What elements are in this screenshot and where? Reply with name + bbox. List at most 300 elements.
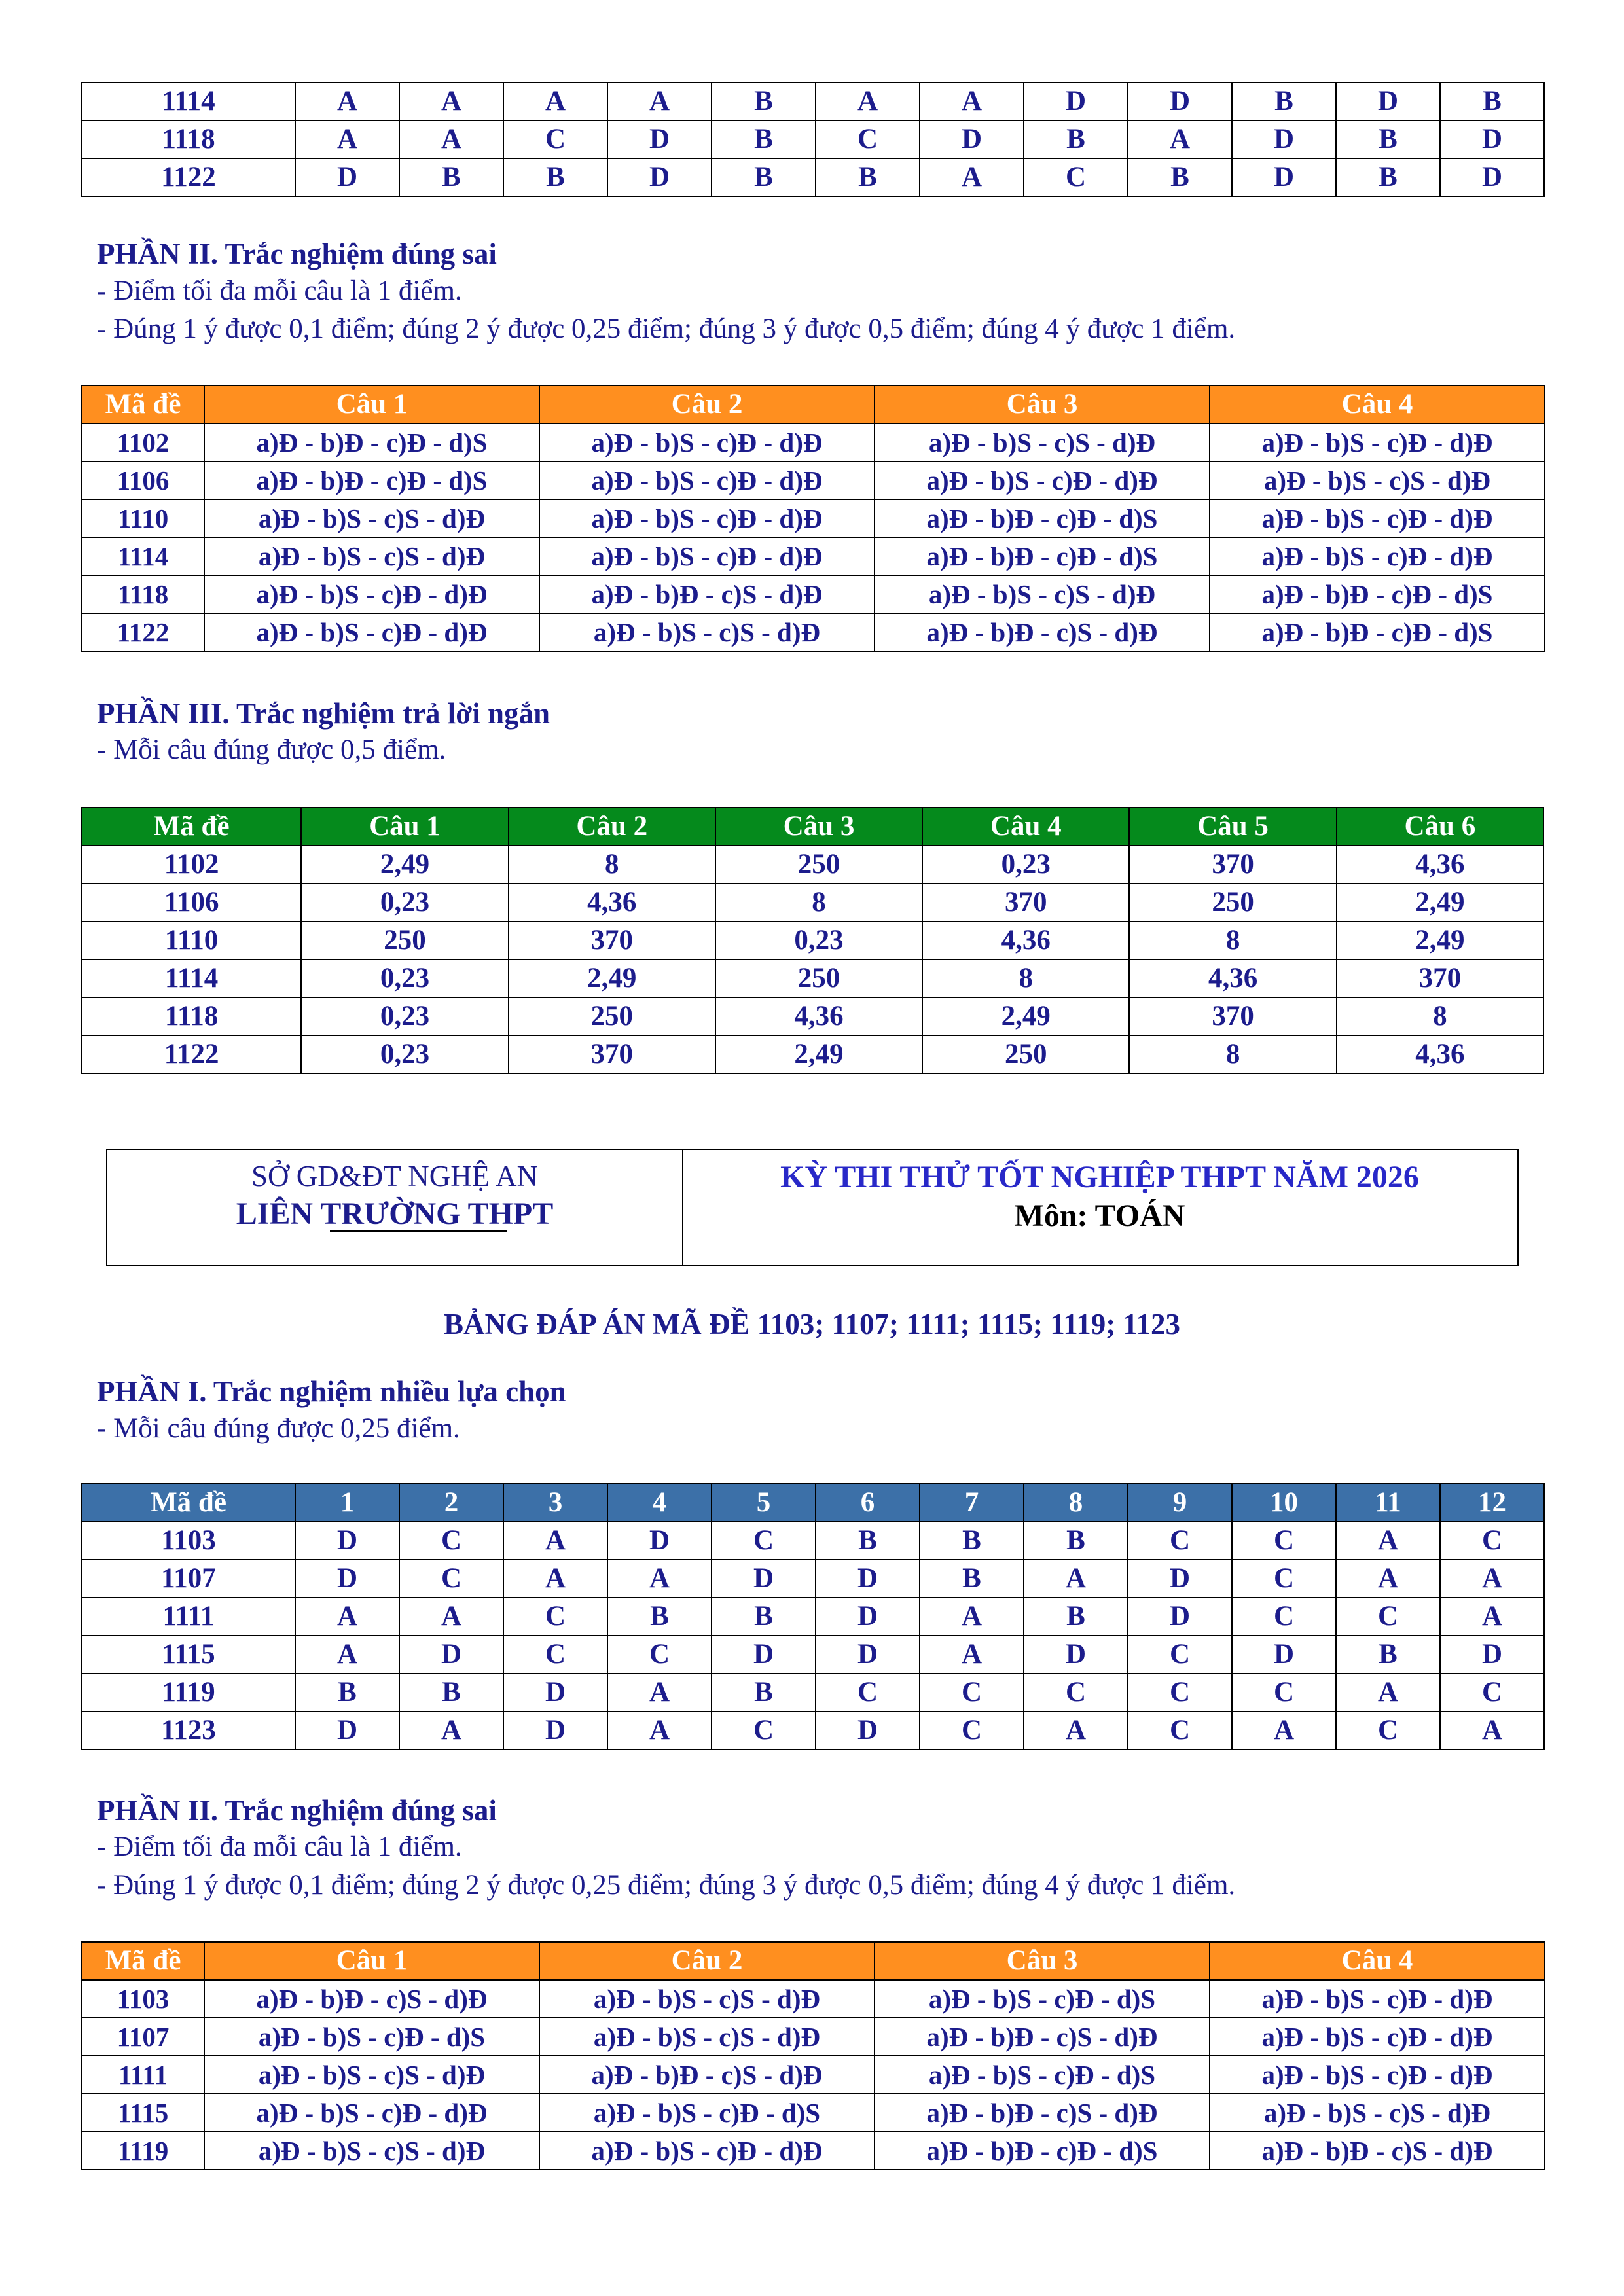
answer-cell: B [1128, 158, 1232, 196]
column-header: Câu 6 [1337, 808, 1543, 846]
answer-cell: C [816, 1674, 920, 1712]
table-row [82, 960, 1543, 997]
part1-b-table [81, 1483, 1545, 1750]
table-row [82, 2056, 1545, 2094]
answer-cell: a)Đ - b)S - c)Đ - d)Đ [1210, 499, 1545, 537]
answer-cell: 0,23 [301, 1035, 508, 1073]
column-header: Câu 5 [1129, 808, 1336, 846]
answer-cell: a)Đ - b)S - c)S - d)Đ [539, 613, 875, 651]
answer-cell: 250 [715, 960, 922, 997]
answer-cell: 2,49 [715, 1035, 922, 1073]
table-row [82, 1674, 1544, 1712]
answer-cell: A [399, 120, 503, 158]
answer-cell: a)Đ - b)S - c)S - d)Đ [204, 499, 539, 537]
answer-cell: 370 [509, 1035, 715, 1073]
exam-code-cell: 1123 [82, 1712, 295, 1749]
answer-cell: a)Đ - b)S - c)Đ - d)S [875, 1980, 1210, 2018]
part3-note1: - Mỗi câu đúng được 0,5 điểm. [97, 734, 446, 765]
answer-cell: C [399, 1522, 503, 1560]
answer-cell: 250 [715, 846, 922, 884]
part3-title: PHẦN III. Trắc nghiệm trả lời ngắn [97, 697, 550, 730]
answer-cell: 8 [509, 846, 715, 884]
answer-cell: D [1024, 82, 1128, 120]
answer-cell: 8 [1129, 1035, 1336, 1073]
header-right [682, 1150, 1517, 1234]
answer-cell: 8 [922, 960, 1129, 997]
exam-code-cell: 1122 [82, 158, 295, 196]
answer-cell: a)Đ - b)S - c)S - d)Đ [204, 537, 539, 575]
answer-cell: C [503, 120, 607, 158]
answer-cell: 4,36 [1337, 1035, 1543, 1073]
answer-cell: D [295, 158, 399, 196]
top-mc-table [81, 82, 1545, 197]
answer-cell: B [712, 1674, 816, 1712]
part2-b-table [81, 1941, 1545, 2170]
table-row [82, 997, 1543, 1035]
answer-cell: D [295, 1560, 399, 1598]
answer-cell: a)Đ - b)S - c)Đ - d)Đ [1210, 1980, 1545, 2018]
answer-cell: B [712, 82, 816, 120]
answer-cell: a)Đ - b)Đ - c)Đ - d)S [1210, 575, 1545, 613]
answer-cell: D [1128, 1598, 1232, 1636]
answer-cell: a)Đ - b)Đ - c)S - d)Đ [204, 1980, 539, 2018]
answer-cell: 4,36 [715, 997, 922, 1035]
answer-cell: D [503, 1712, 607, 1749]
column-header: Câu 1 [301, 808, 508, 846]
answer-cell: 2,49 [301, 846, 508, 884]
exam-code-cell: 1111 [82, 1598, 295, 1636]
column-header: 5 [712, 1484, 816, 1522]
answer-cell: A [1128, 120, 1232, 158]
answer-cell: 370 [1129, 997, 1336, 1035]
exam-code-cell: 1114 [82, 537, 204, 575]
answer-cell: A [920, 1598, 1024, 1636]
answer-cell: C [1440, 1522, 1544, 1560]
answer-cell: a)Đ - b)S - c)Đ - d)Đ [1210, 2056, 1545, 2094]
answer-cell: 370 [1129, 846, 1336, 884]
answer-cell: A [503, 1522, 607, 1560]
school-name: LIÊN TRƯỜNG THPT [236, 1196, 554, 1231]
column-header: 9 [1128, 1484, 1232, 1522]
answer-cell: A [399, 82, 503, 120]
column-header: 4 [607, 1484, 712, 1522]
part3-header-row [82, 808, 1543, 846]
answer-cell: A [295, 82, 399, 120]
answer-cell: a)Đ - b)S - c)Đ - d)Đ [539, 2132, 875, 2170]
answer-cell: A [295, 120, 399, 158]
part2-b-note1: - Điểm tối đa mỗi câu là 1 điểm. [97, 1831, 462, 1862]
answer-cell: B [1336, 1636, 1440, 1674]
answer-cell: 250 [301, 922, 508, 960]
answer-cell: A [1440, 1560, 1544, 1598]
answer-cell: 8 [715, 884, 922, 922]
answer-cell: C [920, 1712, 1024, 1749]
answer-cell: D [1232, 158, 1336, 196]
answer-cell: a)Đ - b)Đ - c)Đ - d)S [875, 537, 1210, 575]
answer-cell: C [1336, 1712, 1440, 1749]
table-row [82, 922, 1543, 960]
answer-cell: A [1440, 1712, 1544, 1749]
department-name: SỞ GD&ĐT NGHỆ AN [251, 1160, 538, 1193]
column-header: Câu 3 [875, 386, 1210, 423]
column-header: Câu 2 [539, 1942, 875, 1980]
answer-cell: a)Đ - b)S - c)Đ - d)Đ [875, 461, 1210, 499]
answer-cell: a)Đ - b)Đ - c)S - d)Đ [875, 613, 1210, 651]
answer-cell: A [1024, 1560, 1128, 1598]
header-left [107, 1150, 682, 1232]
answer-cell: a)Đ - b)Đ - c)Đ - d)S [875, 2132, 1210, 2170]
exam-code-cell: 1115 [82, 2094, 204, 2132]
exam-code-cell: 1119 [82, 1674, 295, 1712]
answer-cell: B [1024, 1598, 1128, 1636]
part2-b-body [82, 1980, 1545, 2170]
answer-cell: 0,23 [715, 922, 922, 960]
answer-cell: A [399, 1598, 503, 1636]
column-header: Câu 4 [922, 808, 1129, 846]
answer-cell: B [1336, 120, 1440, 158]
answer-cell: a)Đ - b)S - c)S - d)Đ [204, 2056, 539, 2094]
answer-cell: 4,36 [1337, 846, 1543, 884]
column-header: 7 [920, 1484, 1024, 1522]
answer-cell: D [816, 1598, 920, 1636]
column-header: Câu 4 [1210, 386, 1545, 423]
column-header: Câu 3 [715, 808, 922, 846]
answer-cell: A [1232, 1712, 1336, 1749]
answer-cell: A [920, 158, 1024, 196]
answer-cell: a)Đ - b)S - c)Đ - d)S [204, 2018, 539, 2056]
answer-cell: C [1024, 158, 1128, 196]
answer-cell: 8 [1337, 997, 1543, 1035]
answer-cell: C [1128, 1712, 1232, 1749]
answer-cell: a)Đ - b)S - c)Đ - d)Đ [204, 2094, 539, 2132]
answer-cell: a)Đ - b)S - c)S - d)Đ [1210, 461, 1545, 499]
part2-a-header-row [82, 386, 1545, 423]
column-header: Câu 1 [204, 1942, 539, 1980]
answer-cell: C [1440, 1674, 1544, 1712]
exam-code-cell: 1118 [82, 120, 295, 158]
answer-cell: a)Đ - b)S - c)Đ - d)Đ [1210, 423, 1545, 461]
answer-cell: D [712, 1560, 816, 1598]
answer-cell: D [1336, 82, 1440, 120]
answer-cell: a)Đ - b)Đ - c)S - d)Đ [539, 2056, 875, 2094]
answer-cell: D [1024, 1636, 1128, 1674]
exam-code-cell: 1118 [82, 997, 301, 1035]
answer-cell: A [399, 1712, 503, 1749]
exam-code-cell: 1102 [82, 423, 204, 461]
answer-cell: C [712, 1712, 816, 1749]
answer-cell: D [607, 1522, 712, 1560]
column-header: 11 [1336, 1484, 1440, 1522]
exam-title: KỲ THI THỬ TỐT NGHIỆP THPT NĂM 2026 [780, 1160, 1419, 1194]
answer-cell: D [1440, 158, 1544, 196]
answer-cell: D [1440, 1636, 1544, 1674]
column-header: Mã đề [82, 808, 301, 846]
column-header: 12 [1440, 1484, 1544, 1522]
answer-cell: B [920, 1522, 1024, 1560]
answer-cell: A [295, 1598, 399, 1636]
answer-cell: B [1024, 120, 1128, 158]
subject-name: Môn: TOÁN [1014, 1198, 1185, 1233]
answer-cell: a)Đ - b)S - c)Đ - d)Đ [539, 423, 875, 461]
table-row [82, 2132, 1545, 2170]
answer-cell: A [1336, 1560, 1440, 1598]
answer-cell: C [712, 1522, 816, 1560]
answer-cell: a)Đ - b)S - c)S - d)Đ [539, 1980, 875, 2018]
exam-code-cell: 1119 [82, 2132, 204, 2170]
part2-a-note2: - Đúng 1 ý được 0,1 điểm; đúng 2 ý được 0,25 điểm; đúng 3 ý được 0,5 điểm; đúng 4 ý được 1 điểm. [97, 314, 1236, 344]
part3-table [81, 807, 1544, 1074]
answer-cell: D [607, 120, 712, 158]
answer-cell: A [607, 82, 712, 120]
answer-cell: 4,36 [922, 922, 1129, 960]
answer-cell: B [1232, 82, 1336, 120]
answer-cell: C [816, 120, 920, 158]
answer-cell: B [295, 1674, 399, 1712]
part1-b-body [82, 1522, 1544, 1749]
answer-cell: 370 [922, 884, 1129, 922]
table-row [82, 499, 1545, 537]
answer-cell: a)Đ - b)S - c)Đ - d)Đ [539, 499, 875, 537]
answer-cell: B [1336, 158, 1440, 196]
answer-key-title: BẢNG ĐÁP ÁN MÃ ĐỀ 1103; 1107; 1111; 1115; 1119; 1123 [443, 1308, 1181, 1340]
part2-b-title: PHẦN II. Trắc nghiệm đúng sai [97, 1794, 497, 1827]
table-row [82, 537, 1545, 575]
answer-cell: a)Đ - b)Đ - c)Đ - d)S [875, 499, 1210, 537]
answer-cell: A [607, 1712, 712, 1749]
part2-a-note1: - Điểm tối đa mỗi câu là 1 điểm. [97, 276, 462, 306]
answer-cell: C [1232, 1522, 1336, 1560]
part2-a-body [82, 423, 1545, 651]
school-underline [330, 1230, 507, 1232]
table-row [82, 1560, 1544, 1598]
answer-cell: a)Đ - b)S - c)S - d)Đ [539, 2018, 875, 2056]
column-header: 8 [1024, 1484, 1128, 1522]
table-row [82, 2018, 1545, 2056]
exam-code-cell: 1107 [82, 2018, 204, 2056]
exam-code-cell: 1111 [82, 2056, 204, 2094]
table-row [82, 1712, 1544, 1749]
table-row [82, 1598, 1544, 1636]
answer-cell: B [712, 158, 816, 196]
answer-cell: 2,49 [509, 960, 715, 997]
answer-cell: a)Đ - b)Đ - c)S - d)Đ [539, 575, 875, 613]
table-row [82, 1035, 1543, 1073]
answer-cell: C [399, 1560, 503, 1598]
column-header: 3 [503, 1484, 607, 1522]
table-row [82, 1636, 1544, 1674]
answer-cell: B [816, 1522, 920, 1560]
column-header: 2 [399, 1484, 503, 1522]
part2-b-header-row [82, 1942, 1545, 1980]
table-row [82, 423, 1545, 461]
exam-code-cell: 1103 [82, 1522, 295, 1560]
column-header: Câu 1 [204, 386, 539, 423]
answer-cell: C [1336, 1598, 1440, 1636]
exam-code-cell: 1106 [82, 461, 204, 499]
answer-cell: B [816, 158, 920, 196]
answer-cell: 4,36 [509, 884, 715, 922]
table-row [82, 120, 1544, 158]
answer-cell: a)Đ - b)Đ - c)S - d)Đ [875, 2094, 1210, 2132]
answer-cell: a)Đ - b)S - c)Đ - d)Đ [539, 461, 875, 499]
exam-code-cell: 1110 [82, 922, 301, 960]
exam-code-cell: 1110 [82, 499, 204, 537]
answer-cell: A [920, 82, 1024, 120]
answer-cell: C [503, 1598, 607, 1636]
answer-cell: 2,49 [922, 997, 1129, 1035]
column-header: 1 [295, 1484, 399, 1522]
answer-cell: C [607, 1636, 712, 1674]
answer-cell: C [1128, 1636, 1232, 1674]
answer-cell: C [1128, 1674, 1232, 1712]
answer-cell: B [712, 120, 816, 158]
answer-cell: a)Đ - b)Đ - c)S - d)Đ [1210, 2132, 1545, 2170]
answer-cell: 250 [509, 997, 715, 1035]
answer-cell: A [1440, 1598, 1544, 1636]
answer-cell: 0,23 [301, 884, 508, 922]
answer-cell: D [920, 120, 1024, 158]
table-row [82, 461, 1545, 499]
table-row [82, 846, 1543, 884]
part1-b-header-row [82, 1484, 1544, 1522]
answer-cell: a)Đ - b)Đ - c)S - d)Đ [875, 2018, 1210, 2056]
answer-cell: a)Đ - b)S - c)Đ - d)Đ [1210, 2018, 1545, 2056]
answer-cell: D [295, 1522, 399, 1560]
answer-cell: a)Đ - b)S - c)Đ - d)Đ [204, 613, 539, 651]
exam-code-cell: 1122 [82, 1035, 301, 1073]
answer-cell: C [1128, 1522, 1232, 1560]
answer-cell: 0,23 [301, 960, 508, 997]
answer-cell: D [295, 1712, 399, 1749]
answer-cell: B [1440, 82, 1544, 120]
answer-cell: a)Đ - b)S - c)S - d)Đ [875, 575, 1210, 613]
column-header: Câu 2 [539, 386, 875, 423]
answer-cell: A [1336, 1674, 1440, 1712]
table-row [82, 1522, 1544, 1560]
answer-cell: C [1232, 1598, 1336, 1636]
answer-cell: B [1024, 1522, 1128, 1560]
column-header: 10 [1232, 1484, 1336, 1522]
answer-cell: D [607, 158, 712, 196]
column-header: Câu 4 [1210, 1942, 1545, 1980]
answer-cell: a)Đ - b)S - c)Đ - d)S [539, 2094, 875, 2132]
exam-code-cell: 1103 [82, 1980, 204, 2018]
answer-cell: a)Đ - b)Đ - c)Đ - d)S [1210, 613, 1545, 651]
answer-cell: a)Đ - b)S - c)S - d)Đ [204, 2132, 539, 2170]
table-row [82, 613, 1545, 651]
top-mc-body [82, 82, 1544, 196]
answer-cell: a)Đ - b)S - c)S - d)Đ [875, 423, 1210, 461]
answer-cell: 370 [1337, 960, 1543, 997]
answer-cell: a)Đ - b)S - c)Đ - d)Đ [539, 537, 875, 575]
exam-code-cell: 1118 [82, 575, 204, 613]
answer-cell: A [1336, 1522, 1440, 1560]
part3-body [82, 846, 1543, 1073]
answer-cell: 0,23 [301, 997, 508, 1035]
answer-cell: a)Đ - b)S - c)Đ - d)S [875, 2056, 1210, 2094]
answer-cell: 4,36 [1129, 960, 1336, 997]
answer-cell: A [920, 1636, 1024, 1674]
answer-cell: D [816, 1636, 920, 1674]
answer-cell: a)Đ - b)S - c)Đ - d)Đ [204, 575, 539, 613]
column-header: Câu 2 [509, 808, 715, 846]
exam-code-cell: 1115 [82, 1636, 295, 1674]
answer-cell: A [503, 1560, 607, 1598]
answer-cell: D [1128, 1560, 1232, 1598]
answer-cell: D [816, 1712, 920, 1749]
answer-cell: 2,49 [1337, 922, 1543, 960]
answer-cell: D [1128, 82, 1232, 120]
answer-cell: B [399, 158, 503, 196]
answer-cell: 0,23 [922, 846, 1129, 884]
answer-cell: C [1024, 1674, 1128, 1712]
answer-cell: 250 [1129, 884, 1336, 922]
exam-code-cell: 1102 [82, 846, 301, 884]
answer-cell: C [1232, 1674, 1336, 1712]
answer-cell: A [607, 1560, 712, 1598]
table-row [82, 884, 1543, 922]
answer-cell: B [503, 158, 607, 196]
answer-cell: 250 [922, 1035, 1129, 1073]
answer-cell: a)Đ - b)Đ - c)Đ - d)S [204, 423, 539, 461]
answer-cell: A [607, 1674, 712, 1712]
column-header: Câu 3 [875, 1942, 1210, 1980]
table-row [82, 158, 1544, 196]
answer-cell: B [920, 1560, 1024, 1598]
column-header: Mã đề [82, 1942, 204, 1980]
answer-cell: C [920, 1674, 1024, 1712]
answer-cell: C [503, 1636, 607, 1674]
table-row [82, 1980, 1545, 2018]
part2-a-table [81, 385, 1545, 652]
column-header: 6 [816, 1484, 920, 1522]
answer-cell: 370 [509, 922, 715, 960]
answer-cell: D [1232, 120, 1336, 158]
part2-a-title: PHẦN II. Trắc nghiệm đúng sai [97, 238, 497, 270]
answer-cell: a)Đ - b)S - c)Đ - d)Đ [1210, 537, 1545, 575]
answer-cell: 2,49 [1337, 884, 1543, 922]
exam-code-cell: 1114 [82, 82, 295, 120]
table-row [82, 2094, 1545, 2132]
exam-header-box [106, 1149, 1519, 1266]
answer-cell: a)Đ - b)S - c)S - d)Đ [1210, 2094, 1545, 2132]
answer-cell: A [503, 82, 607, 120]
answer-cell: D [399, 1636, 503, 1674]
table-row [82, 575, 1545, 613]
part2-b-note2: - Đúng 1 ý được 0,1 điểm; đúng 2 ý được 0,25 điểm; đúng 3 ý được 0,5 điểm; đúng 4 ý được 1 điểm. [97, 1870, 1236, 1901]
answer-cell: D [1440, 120, 1544, 158]
answer-cell: D [712, 1636, 816, 1674]
answer-cell: 8 [1129, 922, 1336, 960]
answer-cell: B [712, 1598, 816, 1636]
answer-cell: C [1232, 1560, 1336, 1598]
column-header: Mã đề [82, 1484, 295, 1522]
answer-cell: B [607, 1598, 712, 1636]
answer-cell: D [503, 1674, 607, 1712]
exam-code-cell: 1114 [82, 960, 301, 997]
exam-code-cell: 1122 [82, 613, 204, 651]
answer-cell: A [295, 1636, 399, 1674]
answer-cell: B [399, 1674, 503, 1712]
answer-cell: A [816, 82, 920, 120]
answer-cell: A [1024, 1712, 1128, 1749]
answer-cell: D [1232, 1636, 1336, 1674]
exam-code-cell: 1106 [82, 884, 301, 922]
answer-cell: a)Đ - b)Đ - c)Đ - d)S [204, 461, 539, 499]
answer-cell: D [816, 1560, 920, 1598]
column-header: Mã đề [82, 386, 204, 423]
part1-b-note1: - Mỗi câu đúng được 0,25 điểm. [97, 1413, 460, 1444]
